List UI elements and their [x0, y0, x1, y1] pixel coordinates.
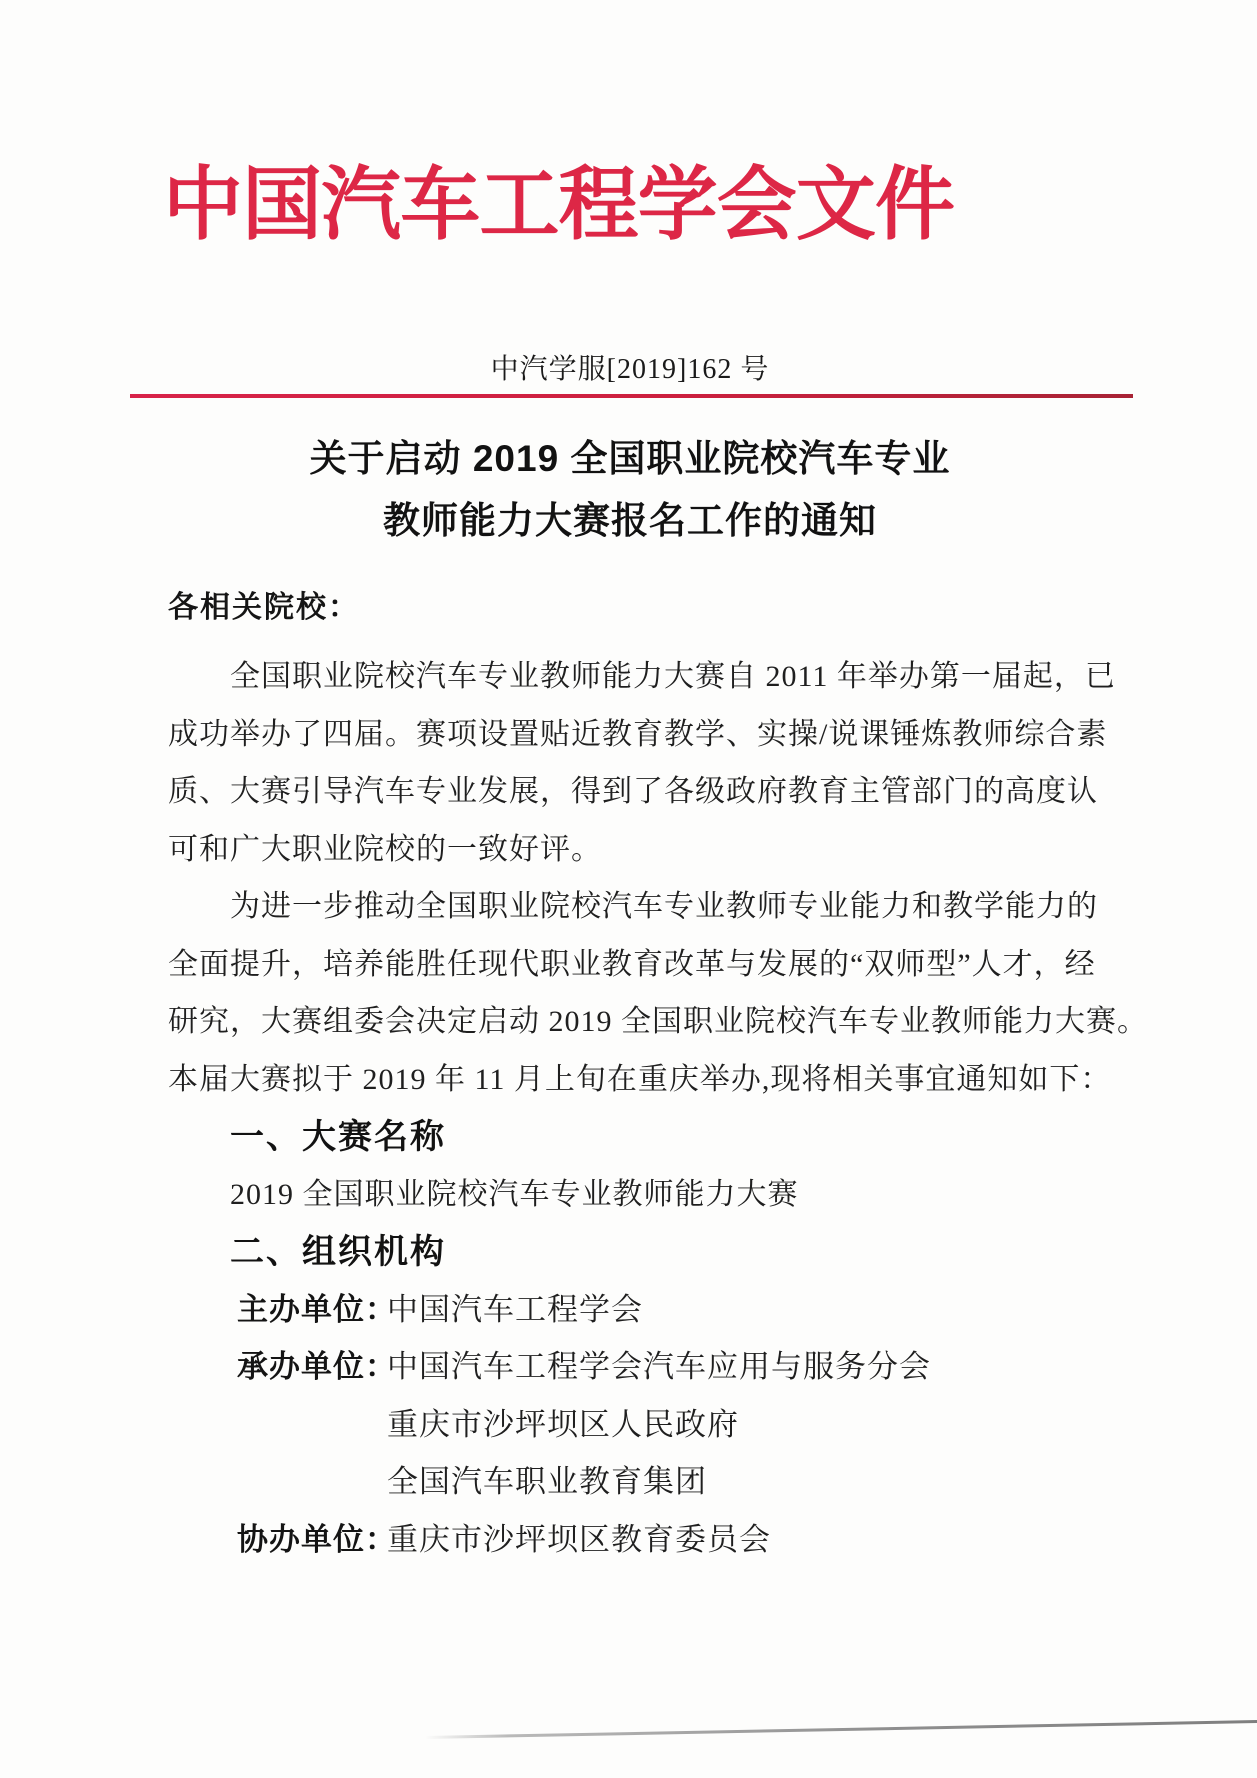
org-row-organizer-2 [237, 1396, 1167, 1454]
org-label-organizer: 承办单位： [237, 1349, 397, 1384]
body-line: 成功举办了四届。赛项设置贴近教育教学、实操/说课锤炼教师综合素 [168, 718, 1108, 751]
org-label-host: 主办单位： [237, 1292, 397, 1327]
body-line: 为进一步推动全国职业院校汽车专业教师专业能力和教学能力的 [230, 890, 1098, 923]
notice-title-line1: 关于启动 2019 全国职业院校汽车专业 [309, 438, 951, 479]
body-line: 本届大赛拟于 2019 年 11 月上旬在重庆举办,现将相关事宜通知如下： [168, 1063, 1112, 1096]
org-value-organizer: 中国汽车工程学会汽车应用与服务分会 [387, 1349, 931, 1384]
notice-title [130, 428, 1130, 552]
body-line: 质、大赛引导汽车专业发展，得到了各级政府教育主管部门的高度认 [168, 775, 1098, 808]
body-line: 可和广大职业院校的一致好评。 [168, 833, 602, 866]
notice-title-line2: 教师能力大赛报名工作的通知 [383, 500, 877, 541]
salutation: 各相关院校： [168, 591, 360, 624]
org-row-co-organizer [237, 1511, 1167, 1569]
org-value-organizer-2: 重庆市沙坪坝区人民政府 [387, 1407, 739, 1442]
body-line: 研究，大赛组委会决定启动 2019 全国职业院校汽车专业教师能力大赛。 [168, 1005, 1148, 1038]
section-2-heading: 二、组织机构 [230, 1233, 446, 1271]
document-number: 中汽学服[2019]162 号 [490, 354, 770, 385]
scan-artifact-line [425, 1720, 1257, 1739]
org-row-organizer-3 [237, 1453, 1167, 1511]
org-label-co-organizer: 协办单位： [237, 1522, 397, 1557]
letterhead-title: 中国汽车工程学会文件 [163, 162, 953, 250]
org-value-organizer-3: 全国汽车职业教育集团 [387, 1464, 707, 1499]
section-1-content: 2019 全国职业院校汽车专业教师能力大赛 [230, 1178, 799, 1211]
org-row-host [237, 1281, 1167, 1339]
red-separator-line [130, 394, 1133, 398]
org-row-organizer [237, 1338, 1167, 1396]
body-line: 全面提升，培养能胜任现代职业教育改革与发展的“双师型”人才，经 [168, 948, 1096, 981]
org-value-host: 中国汽车工程学会 [387, 1292, 643, 1327]
org-value-co-organizer: 重庆市沙坪坝区教育委员会 [387, 1522, 771, 1557]
section-1-heading: 一、大赛名称 [230, 1118, 446, 1156]
body-line: 全国职业院校汽车专业教师能力大赛自 2011 年举办第一届起，已 [230, 660, 1116, 693]
